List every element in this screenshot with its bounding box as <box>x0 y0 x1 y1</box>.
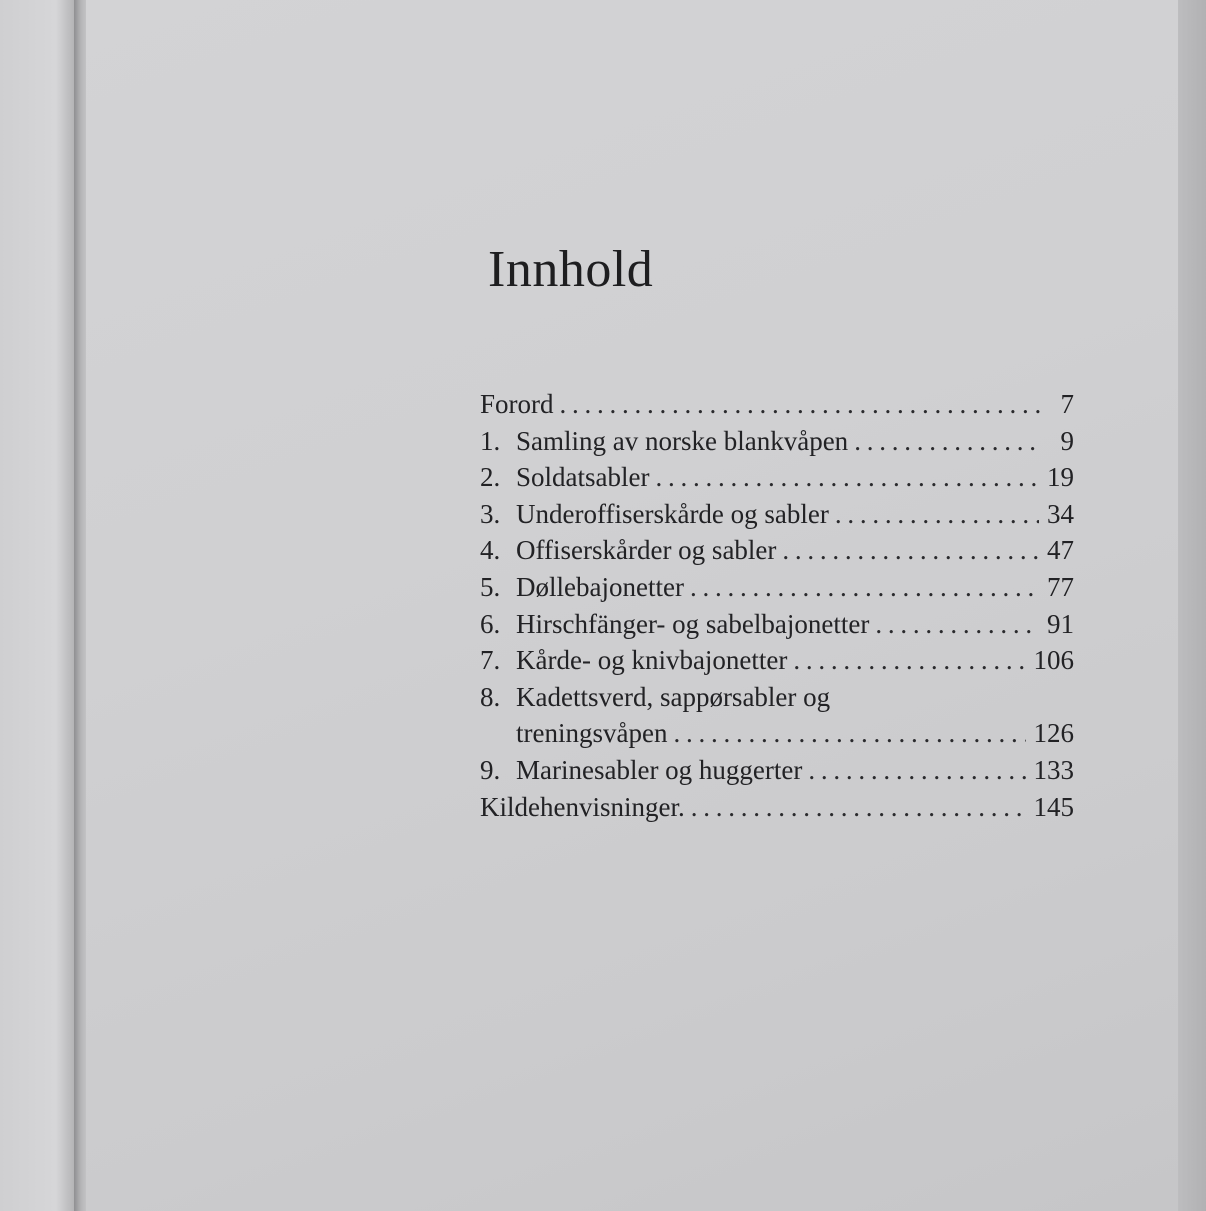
toc-entry-label: Kildehenvisninger. <box>480 791 685 822</box>
left-page-edge <box>0 0 80 1211</box>
toc-page-number: 91 <box>1047 608 1074 639</box>
page-title: Innhold <box>488 241 654 298</box>
toc-entry-2 <box>480 459 1074 496</box>
toc-entry-label: Hirschfänger- og sabelbajonetter <box>516 608 870 639</box>
toc-entry-label: Offiserskårder og sabler <box>516 535 777 566</box>
dot-leader <box>673 715 1025 752</box>
dot-leader <box>875 606 1039 643</box>
toc-entry-7 <box>480 642 1074 679</box>
toc-page-number: 7 <box>1060 389 1074 419</box>
toc-chapter-number: 7. <box>480 645 501 676</box>
toc-entry-label: Kadettsverd, sappørsabler og <box>516 681 831 712</box>
toc-entry-5 <box>480 569 1074 606</box>
toc-page-number: 19 <box>1047 462 1074 493</box>
toc-entry-8-continued <box>480 715 1074 752</box>
toc-chapter-number: 2. <box>480 462 501 493</box>
toc-page-number: 106 <box>1033 645 1074 676</box>
toc-entry-label: Soldatsabler <box>516 462 650 493</box>
toc-chapter-number: 5. <box>480 571 501 602</box>
table-of-contents <box>480 386 1074 825</box>
toc-entry-label: Marinesabler og huggerter <box>516 754 803 785</box>
toc-entry-label: Kårde- og knivbajonetter <box>516 645 788 676</box>
dot-leader <box>560 386 1041 423</box>
toc-chapter-number: 6. <box>480 608 501 639</box>
toc-page-number: 126 <box>1033 718 1074 749</box>
toc-entry-4 <box>480 532 1074 569</box>
toc-entry-3 <box>480 496 1074 533</box>
toc-entry-1 <box>480 423 1074 460</box>
dot-leader <box>691 789 1026 826</box>
toc-entry-kildehenvisninger <box>480 789 1074 826</box>
toc-entry-6 <box>480 606 1074 643</box>
toc-entry-label: Døllebajonetter <box>516 571 684 602</box>
toc-page-number: 34 <box>1047 498 1074 529</box>
toc-entry-label: Samling av norske blankvåpen <box>516 425 849 456</box>
dot-leader <box>782 532 1039 569</box>
toc-page-number: 133 <box>1033 754 1074 785</box>
toc-entry-8 <box>480 679 1074 716</box>
toc-chapter-number: 8. <box>480 681 501 712</box>
dot-leader <box>690 569 1039 606</box>
right-page-edge <box>1178 0 1206 1211</box>
dot-leader <box>793 642 1025 679</box>
toc-entry-forord <box>480 386 1074 423</box>
dot-leader <box>808 752 1025 789</box>
toc-entry-label-continued: treningsvåpen <box>516 718 668 749</box>
toc-page-number: 77 <box>1047 571 1074 602</box>
toc-entry-label: Forord <box>480 389 554 419</box>
dot-leader <box>854 423 1040 460</box>
toc-chapter-number: 3. <box>480 498 501 529</box>
toc-chapter-number: 9. <box>480 754 501 785</box>
toc-page-number: 47 <box>1047 535 1074 566</box>
toc-page-number: 145 <box>1033 791 1074 822</box>
toc-entry-label: Underoffiserskårde og sabler <box>516 498 829 529</box>
toc-entry-9 <box>480 752 1074 789</box>
toc-chapter-number: 4. <box>480 535 501 566</box>
toc-chapter-number: 1. <box>480 425 501 456</box>
dot-leader <box>835 496 1039 533</box>
toc-page-number: 9 <box>1060 425 1074 456</box>
book-page <box>86 0 1178 1211</box>
dot-leader <box>655 459 1039 496</box>
